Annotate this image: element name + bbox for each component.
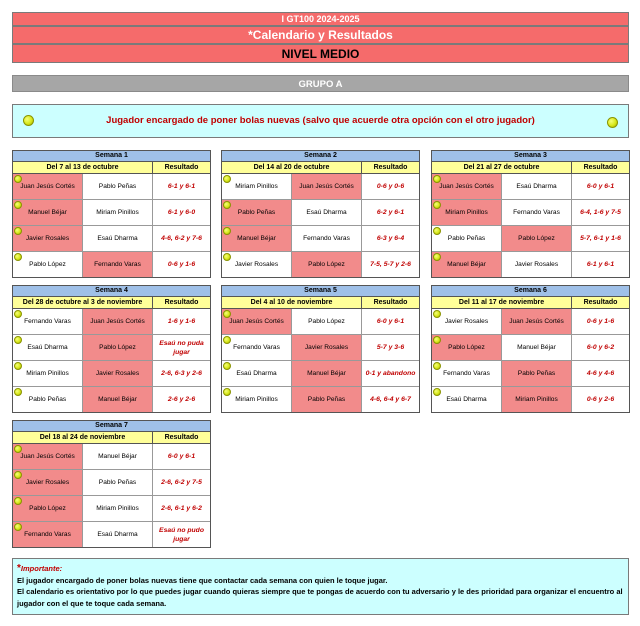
match-row <box>432 226 629 252</box>
match-result: 7-5, 5-7 y 2-6 <box>370 261 411 268</box>
match-row <box>13 387 210 412</box>
player-name: Fernando Varas <box>443 370 490 377</box>
player-name: Pablo López <box>308 318 345 325</box>
week-title: Semana 5 <box>222 286 419 297</box>
player-away <box>502 387 572 412</box>
player-name: Miriam Pinillos <box>26 370 69 377</box>
player-name: Miriam Pinillos <box>445 209 488 216</box>
week-title: Semana 2 <box>222 151 419 162</box>
player-name: Juan Jesús Cortés <box>229 318 284 325</box>
important-note <box>12 558 629 615</box>
tennis-ball-icon <box>433 362 441 370</box>
tennis-ball-icon <box>223 227 231 235</box>
tennis-ball-icon <box>433 201 441 209</box>
match-row <box>432 252 629 277</box>
player-name: Manuel Béjar <box>98 453 137 460</box>
info-text: Jugador encargado de poner bolas nuevas (salvo que acuerde otra opción con el otro jugador) <box>106 115 535 126</box>
player-home <box>222 226 292 251</box>
match-result: 2-6, 6-3 y 2-6 <box>161 370 202 377</box>
match-row <box>13 309 210 335</box>
match-result: 0-6 y 2-6 <box>586 396 615 403</box>
week-table <box>12 285 211 413</box>
tennis-ball-icon <box>23 115 34 126</box>
player-home <box>432 361 502 386</box>
note-line-1: El jugador encargado de poner bolas nuevas tiene que contactar cada semana con quien le toque jugar. <box>17 575 388 585</box>
player-home <box>222 252 292 277</box>
tennis-ball-icon <box>14 388 22 396</box>
match-result: 6-1 y 6-0 <box>167 209 196 216</box>
tennis-ball-icon <box>14 175 22 183</box>
match-result: 6-0 y 6-1 <box>586 183 615 190</box>
tennis-ball-icon <box>14 523 22 531</box>
week-table <box>12 150 211 278</box>
player-away <box>83 200 153 225</box>
week-table <box>431 285 630 413</box>
match-result: 6-2 y 6-1 <box>376 209 405 216</box>
tennis-ball-icon <box>223 310 231 318</box>
player-home <box>432 200 502 225</box>
player-away <box>292 174 362 199</box>
player-name: Pablo López <box>308 261 345 268</box>
match-result: 2-6 y 2-6 <box>167 396 196 403</box>
week-title: Semana 7 <box>13 421 210 432</box>
week-table <box>221 285 420 413</box>
player-name: Manuel Béjar <box>237 235 276 242</box>
note-star: * <box>17 563 21 574</box>
player-name: Esaú Dharma <box>97 235 138 242</box>
tennis-ball-icon <box>14 253 22 261</box>
player-away <box>83 470 153 495</box>
week-title: Semana 4 <box>13 286 210 297</box>
results-header: Resultado <box>583 164 618 171</box>
player-home <box>13 252 83 277</box>
player-name: Pablo López <box>99 344 136 351</box>
player-name: Miriam Pinillos <box>515 396 558 403</box>
results-header: Resultado <box>583 299 618 306</box>
player-home <box>222 309 292 334</box>
player-home <box>13 444 83 469</box>
player-home <box>13 361 83 386</box>
match-row <box>13 174 210 200</box>
player-away <box>83 309 153 334</box>
player-away <box>502 361 572 386</box>
tennis-ball-icon <box>14 201 22 209</box>
player-name: Javier Rosales <box>514 261 559 268</box>
player-home <box>222 361 292 386</box>
player-name: Javier Rosales <box>304 344 349 351</box>
player-name: Pablo López <box>518 235 555 242</box>
week-title: Semana 1 <box>13 151 210 162</box>
results-header: Resultado <box>164 164 199 171</box>
player-away <box>502 200 572 225</box>
match-result: 0-6 y 0-6 <box>376 183 405 190</box>
results-header: Resultado <box>164 434 199 441</box>
match-result: 6-4, 1-6 y 7-5 <box>580 209 621 216</box>
match-result: 6-1 y 6-1 <box>167 183 196 190</box>
player-home <box>13 522 83 547</box>
tennis-ball-icon <box>223 253 231 261</box>
player-home <box>13 174 83 199</box>
match-row <box>432 309 629 335</box>
match-result: 0-6 y 1-6 <box>167 261 196 268</box>
week-dates: Del 28 de octubre al 3 de noviembre <box>13 297 153 308</box>
player-home <box>222 335 292 360</box>
tennis-ball-icon <box>14 310 22 318</box>
player-name: Javier Rosales <box>444 318 489 325</box>
player-name: Miriam Pinillos <box>235 396 278 403</box>
tennis-ball-icon <box>14 471 22 479</box>
tennis-ball-icon <box>14 227 22 235</box>
week-subheader <box>222 297 419 309</box>
tennis-ball-icon <box>433 227 441 235</box>
match-row <box>13 496 210 522</box>
info-banner <box>12 104 629 138</box>
week-dates: Del 4 al 10 de noviembre <box>222 297 362 308</box>
match-row <box>13 444 210 470</box>
player-name: Javier Rosales <box>234 261 279 268</box>
player-home <box>13 335 83 360</box>
week-dates: Del 21 al 27 de octubre <box>432 162 572 173</box>
player-name: Esaú Dharma <box>97 531 138 538</box>
player-name: Manuel Béjar <box>28 209 67 216</box>
match-row <box>222 174 419 200</box>
tennis-ball-icon <box>14 336 22 344</box>
player-away <box>83 361 153 386</box>
player-name: Miriam Pinillos <box>96 505 139 512</box>
week-dates: Del 11 al 17 de noviembre <box>432 297 572 308</box>
player-name: Fernando Varas <box>24 318 71 325</box>
player-away <box>83 174 153 199</box>
player-name: Esaú Dharma <box>516 183 557 190</box>
player-name: Pablo Peñas <box>307 396 346 403</box>
player-name: Fernando Varas <box>233 344 280 351</box>
player-away <box>83 496 153 521</box>
tennis-ball-icon <box>223 175 231 183</box>
week-subheader <box>222 162 419 174</box>
match-result: Esaú no pudo jugar <box>159 526 204 543</box>
player-name: Javier Rosales <box>25 235 70 242</box>
player-name: Manuel Béjar <box>307 370 346 377</box>
match-result: 6-0 y 6-2 <box>586 344 615 351</box>
match-result: 0-1 y abandono <box>365 370 416 377</box>
calendar-title: *Calendario y Resultados <box>12 26 629 44</box>
player-home <box>432 387 502 412</box>
week-title: Semana 3 <box>432 151 629 162</box>
player-name: Pablo Peñas <box>98 479 137 486</box>
match-result: 2-6, 6-1 y 6-2 <box>161 505 202 512</box>
player-away <box>83 226 153 251</box>
match-result: 6-1 y 6-1 <box>586 261 615 268</box>
match-row <box>432 200 629 226</box>
player-away <box>83 335 153 360</box>
player-name: Esaú Dharma <box>306 209 347 216</box>
player-away <box>83 252 153 277</box>
week-subheader <box>432 297 629 309</box>
player-name: Fernando Varas <box>24 531 71 538</box>
tennis-ball-icon <box>433 175 441 183</box>
player-away <box>292 200 362 225</box>
match-result: 6-3 y 6-4 <box>376 235 405 242</box>
match-result: 5-7 y 3-6 <box>376 344 405 351</box>
player-away <box>292 309 362 334</box>
match-row <box>222 335 419 361</box>
player-name: Juan Jesús Cortés <box>20 453 75 460</box>
player-home <box>222 200 292 225</box>
tennis-ball-icon <box>433 253 441 261</box>
player-home <box>222 174 292 199</box>
match-result: 1-6 y 1-6 <box>167 318 196 325</box>
player-away <box>83 444 153 469</box>
player-away <box>83 387 153 412</box>
player-name: Juan Jesús Cortés <box>299 183 354 190</box>
results-header: Resultado <box>373 164 408 171</box>
match-row <box>13 361 210 387</box>
match-row <box>222 200 419 226</box>
tennis-ball-icon <box>14 445 22 453</box>
match-row <box>432 387 629 412</box>
season-title: I GT100 2024-2025 <box>12 12 629 26</box>
week-table <box>221 150 420 278</box>
player-home <box>432 309 502 334</box>
week-title: Semana 6 <box>432 286 629 297</box>
player-name: Fernando Varas <box>94 261 141 268</box>
player-away <box>292 335 362 360</box>
player-name: Javier Rosales <box>25 479 70 486</box>
player-name: Pablo Peñas <box>28 396 67 403</box>
player-home <box>13 309 83 334</box>
week-subheader <box>432 162 629 174</box>
match-row <box>222 387 419 412</box>
tennis-ball-icon <box>607 117 618 128</box>
player-name: Manuel Béjar <box>447 261 486 268</box>
player-away <box>292 226 362 251</box>
tennis-ball-icon <box>223 362 231 370</box>
player-home <box>432 226 502 251</box>
player-home <box>432 252 502 277</box>
player-away <box>502 309 572 334</box>
tennis-ball-icon <box>14 497 22 505</box>
player-name: Esaú Dharma <box>446 396 487 403</box>
player-away <box>502 226 572 251</box>
player-away <box>502 174 572 199</box>
match-result: 4-6, 6-2 y 7-6 <box>161 235 202 242</box>
player-name: Pablo Peñas <box>447 235 486 242</box>
match-row <box>432 361 629 387</box>
match-result: 6-0 y 6-1 <box>376 318 405 325</box>
match-row <box>13 200 210 226</box>
results-header: Resultado <box>373 299 408 306</box>
match-row <box>222 361 419 387</box>
player-home <box>13 200 83 225</box>
match-result: 4-6, 6-4 y 6-7 <box>370 396 411 403</box>
note-title: Importante: <box>20 564 63 573</box>
player-name: Miriam Pinillos <box>96 209 139 216</box>
player-name: Javier Rosales <box>95 370 140 377</box>
match-row <box>13 335 210 361</box>
match-row <box>222 252 419 277</box>
note-line-2: El calendario es orientativo por lo que puedes jugar cuando quieras siempre que te pongas de acuerdo con tu adversario y le des prioridad para organizar el encuentro al jugador con el que te toque cada semana. <box>17 587 623 608</box>
player-home <box>13 470 83 495</box>
player-name: Pablo López <box>29 505 66 512</box>
player-home <box>13 496 83 521</box>
match-row <box>13 522 210 547</box>
week-subheader <box>13 297 210 309</box>
match-row <box>13 470 210 496</box>
player-away <box>502 335 572 360</box>
match-result: 6-0 y 6-1 <box>167 453 196 460</box>
week-subheader <box>13 162 210 174</box>
player-name: Manuel Béjar <box>98 396 137 403</box>
match-row <box>222 309 419 335</box>
player-home <box>13 387 83 412</box>
player-home <box>432 335 502 360</box>
week-table <box>431 150 630 278</box>
player-away <box>502 252 572 277</box>
match-row <box>13 226 210 252</box>
player-home <box>13 226 83 251</box>
player-name: Fernando Varas <box>513 209 560 216</box>
results-header: Resultado <box>164 299 199 306</box>
week-dates: Del 14 al 20 de octubre <box>222 162 362 173</box>
player-name: Juan Jesús Cortés <box>20 183 75 190</box>
match-result: 0-6 y 1-6 <box>586 318 615 325</box>
player-away <box>292 361 362 386</box>
week-table <box>12 420 211 548</box>
week-dates: Del 7 al 13 de octubre <box>13 162 153 173</box>
level-title: NIVEL MEDIO <box>12 44 629 63</box>
tennis-ball-icon <box>223 388 231 396</box>
tennis-ball-icon <box>223 201 231 209</box>
player-name: Pablo López <box>29 261 66 268</box>
player-name: Miriam Pinillos <box>235 183 278 190</box>
player-away <box>292 252 362 277</box>
player-name: Pablo Peñas <box>237 209 276 216</box>
match-row <box>432 174 629 200</box>
tennis-ball-icon <box>433 388 441 396</box>
player-home <box>222 387 292 412</box>
match-result: 4-6 y 4-6 <box>586 370 615 377</box>
player-name: Juan Jesús Cortés <box>509 318 564 325</box>
tennis-ball-icon <box>433 336 441 344</box>
week-subheader <box>13 432 210 444</box>
tennis-ball-icon <box>433 310 441 318</box>
player-name: Juan Jesús Cortés <box>439 183 494 190</box>
group-title: GRUPO A <box>12 75 629 92</box>
match-result: 5-7, 6-1 y 1-6 <box>580 235 621 242</box>
player-name: Manuel Béjar <box>517 344 556 351</box>
match-result: Esaú no puda jugar <box>159 339 204 356</box>
player-name: Juan Jesús Cortés <box>90 318 145 325</box>
player-away <box>292 387 362 412</box>
match-row <box>432 335 629 361</box>
week-dates: Del 18 al 24 de noviembre <box>13 432 153 443</box>
match-row <box>13 252 210 277</box>
player-name: Pablo Peñas <box>98 183 137 190</box>
match-row <box>222 226 419 252</box>
player-name: Esaú Dharma <box>27 344 68 351</box>
player-home <box>432 174 502 199</box>
player-name: Fernando Varas <box>303 235 350 242</box>
tennis-ball-icon <box>223 336 231 344</box>
player-name: Pablo Peñas <box>517 370 556 377</box>
player-name: Esaú Dharma <box>236 370 277 377</box>
match-result: 2-6, 6-2 y 7-5 <box>161 479 202 486</box>
player-away <box>83 522 153 547</box>
tennis-ball-icon <box>14 362 22 370</box>
player-name: Pablo López <box>448 344 485 351</box>
